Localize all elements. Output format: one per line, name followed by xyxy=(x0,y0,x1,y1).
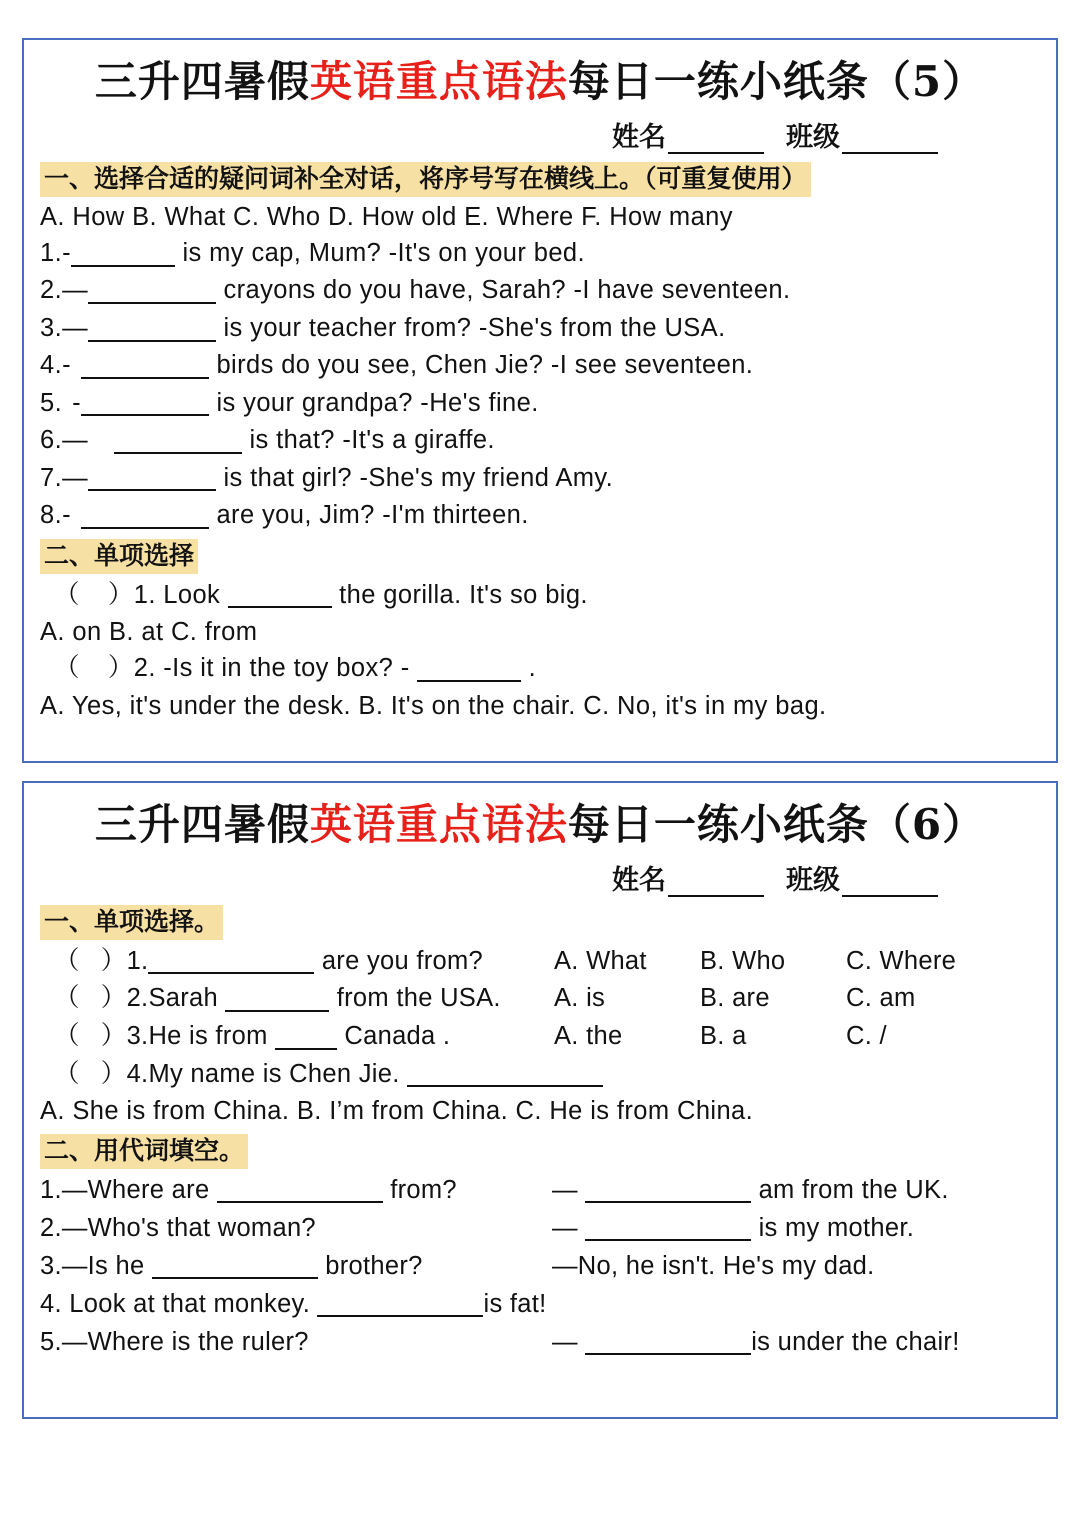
card-5-name-class-line xyxy=(40,115,1040,154)
pronoun-response xyxy=(552,1172,1040,1210)
mc-stem: ）1. Look xyxy=(107,580,228,609)
answer-blank[interactable] xyxy=(81,500,209,529)
r-text: is under the chair! xyxy=(751,1327,960,1356)
q-text-tail: from? xyxy=(382,1175,457,1204)
name-write-rule[interactable] xyxy=(668,128,764,154)
answer-paren[interactable]: （ xyxy=(54,984,101,1013)
card-6-section-2-heading xyxy=(40,1134,1040,1169)
r-text: am from the UK. xyxy=(751,1175,949,1204)
card-5-title xyxy=(40,56,1040,109)
q-text: —Who's that woman? xyxy=(61,1213,316,1242)
mc-option-a[interactable]: A. the xyxy=(554,1021,623,1050)
answer-blank[interactable] xyxy=(88,463,216,492)
name-label: 姓名 xyxy=(612,121,666,153)
name-write-rule[interactable] xyxy=(668,871,764,897)
question-row xyxy=(40,310,1040,347)
mc-options-row[interactable]: A. She is from China. B. I’m from China. C. He is from China. xyxy=(40,1097,754,1126)
q-number: 4. xyxy=(40,351,63,380)
answer-blank[interactable] xyxy=(88,275,216,304)
title-lead: 三升四暑假 xyxy=(94,57,310,106)
r-dash: — xyxy=(552,1175,586,1204)
q-text: crayons do you have, Sarah? -I have seventeen. xyxy=(215,276,791,305)
mc-number: ）3. xyxy=(100,1021,149,1050)
section-2-heading-text: 二、单项选择 xyxy=(40,539,198,574)
answer-blank[interactable] xyxy=(225,983,329,1012)
q-number: 3. xyxy=(40,1251,62,1280)
mc-stem: ）2. -Is it in the toy box? - xyxy=(107,654,418,683)
q-text: is your grandpa? -He's fine. xyxy=(208,388,539,417)
pronoun-response xyxy=(552,1324,1040,1362)
mc-options-row[interactable]: A. Yes, it's under the desk. B. It's on the chair. C. No, it's in my bag. xyxy=(40,691,827,720)
card-5-word-bank: A. How B. What C. Who D. How old E. Where F. How many xyxy=(40,202,733,231)
card-5-section-2-heading xyxy=(40,539,1040,574)
card-5-section-1-heading xyxy=(40,162,1040,197)
question-row xyxy=(40,460,1040,497)
q-text: —Is he xyxy=(61,1251,152,1280)
card-6-name-class-line xyxy=(40,858,1040,897)
class-label: 班级 xyxy=(786,121,840,153)
mc-question-row xyxy=(40,1018,1040,1056)
pronoun-question-row xyxy=(40,1210,1040,1248)
q-text: —Where are xyxy=(61,1175,217,1204)
answer-blank[interactable] xyxy=(317,1288,483,1317)
title-tail: 每日一练小纸条（5） xyxy=(567,57,986,106)
q-number: 8. xyxy=(40,501,63,530)
mc-number: ）4. xyxy=(100,1059,149,1088)
answer-blank[interactable] xyxy=(228,580,332,609)
question-row xyxy=(40,422,1040,459)
answer-blank[interactable] xyxy=(148,945,314,974)
mc-stem xyxy=(54,943,554,981)
mc-option-a[interactable]: A. is xyxy=(554,984,606,1013)
pronoun-response: —No, he isn't. He's my dad. xyxy=(552,1251,875,1280)
section-2-heading-text: 二、用代词填空。 xyxy=(40,1134,248,1169)
title-highlight: 英语重点语法 xyxy=(309,800,568,849)
q-dash: - xyxy=(62,238,71,267)
question-row xyxy=(40,347,1040,384)
pronoun-question-row xyxy=(40,1172,1040,1210)
pronoun-prompt xyxy=(40,1210,552,1248)
q-number: 4. xyxy=(40,1289,62,1318)
q-number: 6. xyxy=(40,426,63,455)
r-text: is my mother. xyxy=(751,1213,915,1242)
answer-paren[interactable]: （ xyxy=(54,1059,101,1088)
mc-stem xyxy=(54,980,554,1018)
section-1-heading-text: 一、单项选择。 xyxy=(40,905,223,940)
answer-blank[interactable] xyxy=(585,1212,751,1241)
mc-options-row[interactable]: A. on B. at C. from xyxy=(40,618,258,647)
mc-question-row xyxy=(40,1056,1040,1094)
answer-blank[interactable] xyxy=(81,388,209,417)
worksheet-card-5 xyxy=(22,38,1058,763)
mc-stem-pre: Sarah xyxy=(148,984,226,1013)
mc-option-b[interactable]: B. Who xyxy=(700,946,786,975)
question-row xyxy=(40,272,1040,309)
class-write-rule[interactable] xyxy=(842,128,938,154)
mc-stem xyxy=(54,1018,554,1056)
question-row xyxy=(40,497,1040,534)
card-6-title xyxy=(40,799,1040,852)
mc-stem-text: from the USA. xyxy=(329,984,501,1013)
q-number: 1. xyxy=(40,238,63,267)
mc-stem xyxy=(54,1056,554,1094)
title-highlight: 英语重点语法 xyxy=(309,57,568,106)
pronoun-question-row xyxy=(40,1324,1040,1362)
q-number: 2. xyxy=(40,1213,62,1242)
q-number: 3. xyxy=(40,313,63,342)
answer-blank[interactable] xyxy=(81,350,209,379)
mc-question-row xyxy=(40,577,1040,614)
answer-paren[interactable]: （ xyxy=(54,654,108,683)
pronoun-prompt xyxy=(40,1172,552,1210)
worksheet-card-6 xyxy=(22,781,1058,1419)
answer-blank[interactable] xyxy=(114,425,242,454)
q-dash: — xyxy=(62,463,88,492)
q-dash: - xyxy=(72,388,81,417)
class-write-rule[interactable] xyxy=(842,871,938,897)
q-dash: — xyxy=(62,426,88,455)
answer-blank[interactable] xyxy=(585,1326,751,1355)
answer-blank[interactable] xyxy=(275,1021,337,1050)
mc-option-c[interactable]: C. am xyxy=(846,984,916,1013)
mc-stem-text: are you from? xyxy=(314,946,484,975)
pronoun-response xyxy=(552,1210,1040,1248)
title-lead: 三升四暑假 xyxy=(94,800,310,849)
r-dash: — xyxy=(552,1327,586,1356)
answer-paren[interactable]: （ xyxy=(54,1021,101,1050)
answer-blank[interactable] xyxy=(417,653,521,682)
q-dash: — xyxy=(62,276,88,305)
title-tail: 每日一练小纸条（6） xyxy=(567,800,986,849)
r-dash: — xyxy=(552,1213,586,1242)
class-label: 班级 xyxy=(786,864,840,896)
mc-question-row xyxy=(40,980,1040,1018)
q-number: 5. xyxy=(40,388,63,417)
answer-paren[interactable]: （ xyxy=(54,946,101,975)
name-label: 姓名 xyxy=(612,864,666,896)
answer-blank[interactable] xyxy=(217,1174,383,1203)
mc-stem-tail: . xyxy=(521,654,537,683)
mc-stem-tail: the gorilla. It's so big. xyxy=(331,580,588,609)
q-dash: — xyxy=(62,313,88,342)
q-number: 1. xyxy=(40,1175,62,1204)
mc-option-c[interactable]: C. / xyxy=(846,1021,887,1050)
answer-blank[interactable] xyxy=(88,313,216,342)
q-text-tail: is fat! xyxy=(483,1289,547,1318)
pronoun-prompt xyxy=(40,1324,552,1362)
q-number: 5. xyxy=(40,1327,62,1356)
mc-stem-pre: He is from xyxy=(148,1021,276,1050)
q-dash: - xyxy=(62,351,71,380)
q-text: is that? -It's a giraffe. xyxy=(241,426,495,455)
q-number: 7. xyxy=(40,463,63,492)
answer-blank[interactable] xyxy=(71,238,175,267)
q-dash: - xyxy=(62,501,71,530)
pronoun-prompt xyxy=(40,1286,552,1324)
mc-question-row xyxy=(40,943,1040,981)
q-text: is that girl? -She's my friend Amy. xyxy=(215,463,614,492)
mc-number: ）1. xyxy=(100,946,149,975)
pronoun-question-row xyxy=(40,1286,1040,1324)
question-row xyxy=(40,385,1040,422)
q-text: —Where is the ruler? xyxy=(61,1327,309,1356)
card-6-section-1-heading xyxy=(40,905,1040,940)
q-text: birds do you see, Chen Jie? -I see seventeen. xyxy=(208,351,754,380)
mc-number: ）2. xyxy=(100,984,149,1013)
mc-option-b[interactable]: B. are xyxy=(700,984,770,1013)
mc-option-b[interactable]: B. a xyxy=(700,1021,747,1050)
pronoun-question-row xyxy=(40,1248,1040,1286)
q-text: are you, Jim? -I'm thirteen. xyxy=(208,501,529,530)
question-row xyxy=(40,235,1040,272)
mc-stem-text: Canada . xyxy=(337,1021,451,1050)
answer-blank[interactable] xyxy=(585,1174,751,1203)
answer-paren[interactable]: （ xyxy=(54,580,108,609)
q-text-tail: brother? xyxy=(317,1251,423,1280)
q-text: is my cap, Mum? -It's on your bed. xyxy=(174,238,585,267)
answer-blank[interactable] xyxy=(407,1059,603,1088)
q-number: 2. xyxy=(40,276,63,305)
mc-option-a[interactable]: A. What xyxy=(554,946,647,975)
answer-blank[interactable] xyxy=(152,1250,318,1279)
mc-question-row xyxy=(40,650,1040,687)
q-text: is your teacher from? -She's from the USA. xyxy=(215,313,726,342)
mc-stem-pre: My name is Chen Jie. xyxy=(148,1059,407,1088)
q-text: Look at that monkey. xyxy=(61,1289,318,1318)
section-1-heading-text: 一、选择合适的疑问词补全对话，将序号写在横线上。（可重复使用） xyxy=(40,162,811,197)
mc-option-c[interactable]: C. Where xyxy=(846,946,957,975)
pronoun-prompt xyxy=(40,1248,552,1286)
